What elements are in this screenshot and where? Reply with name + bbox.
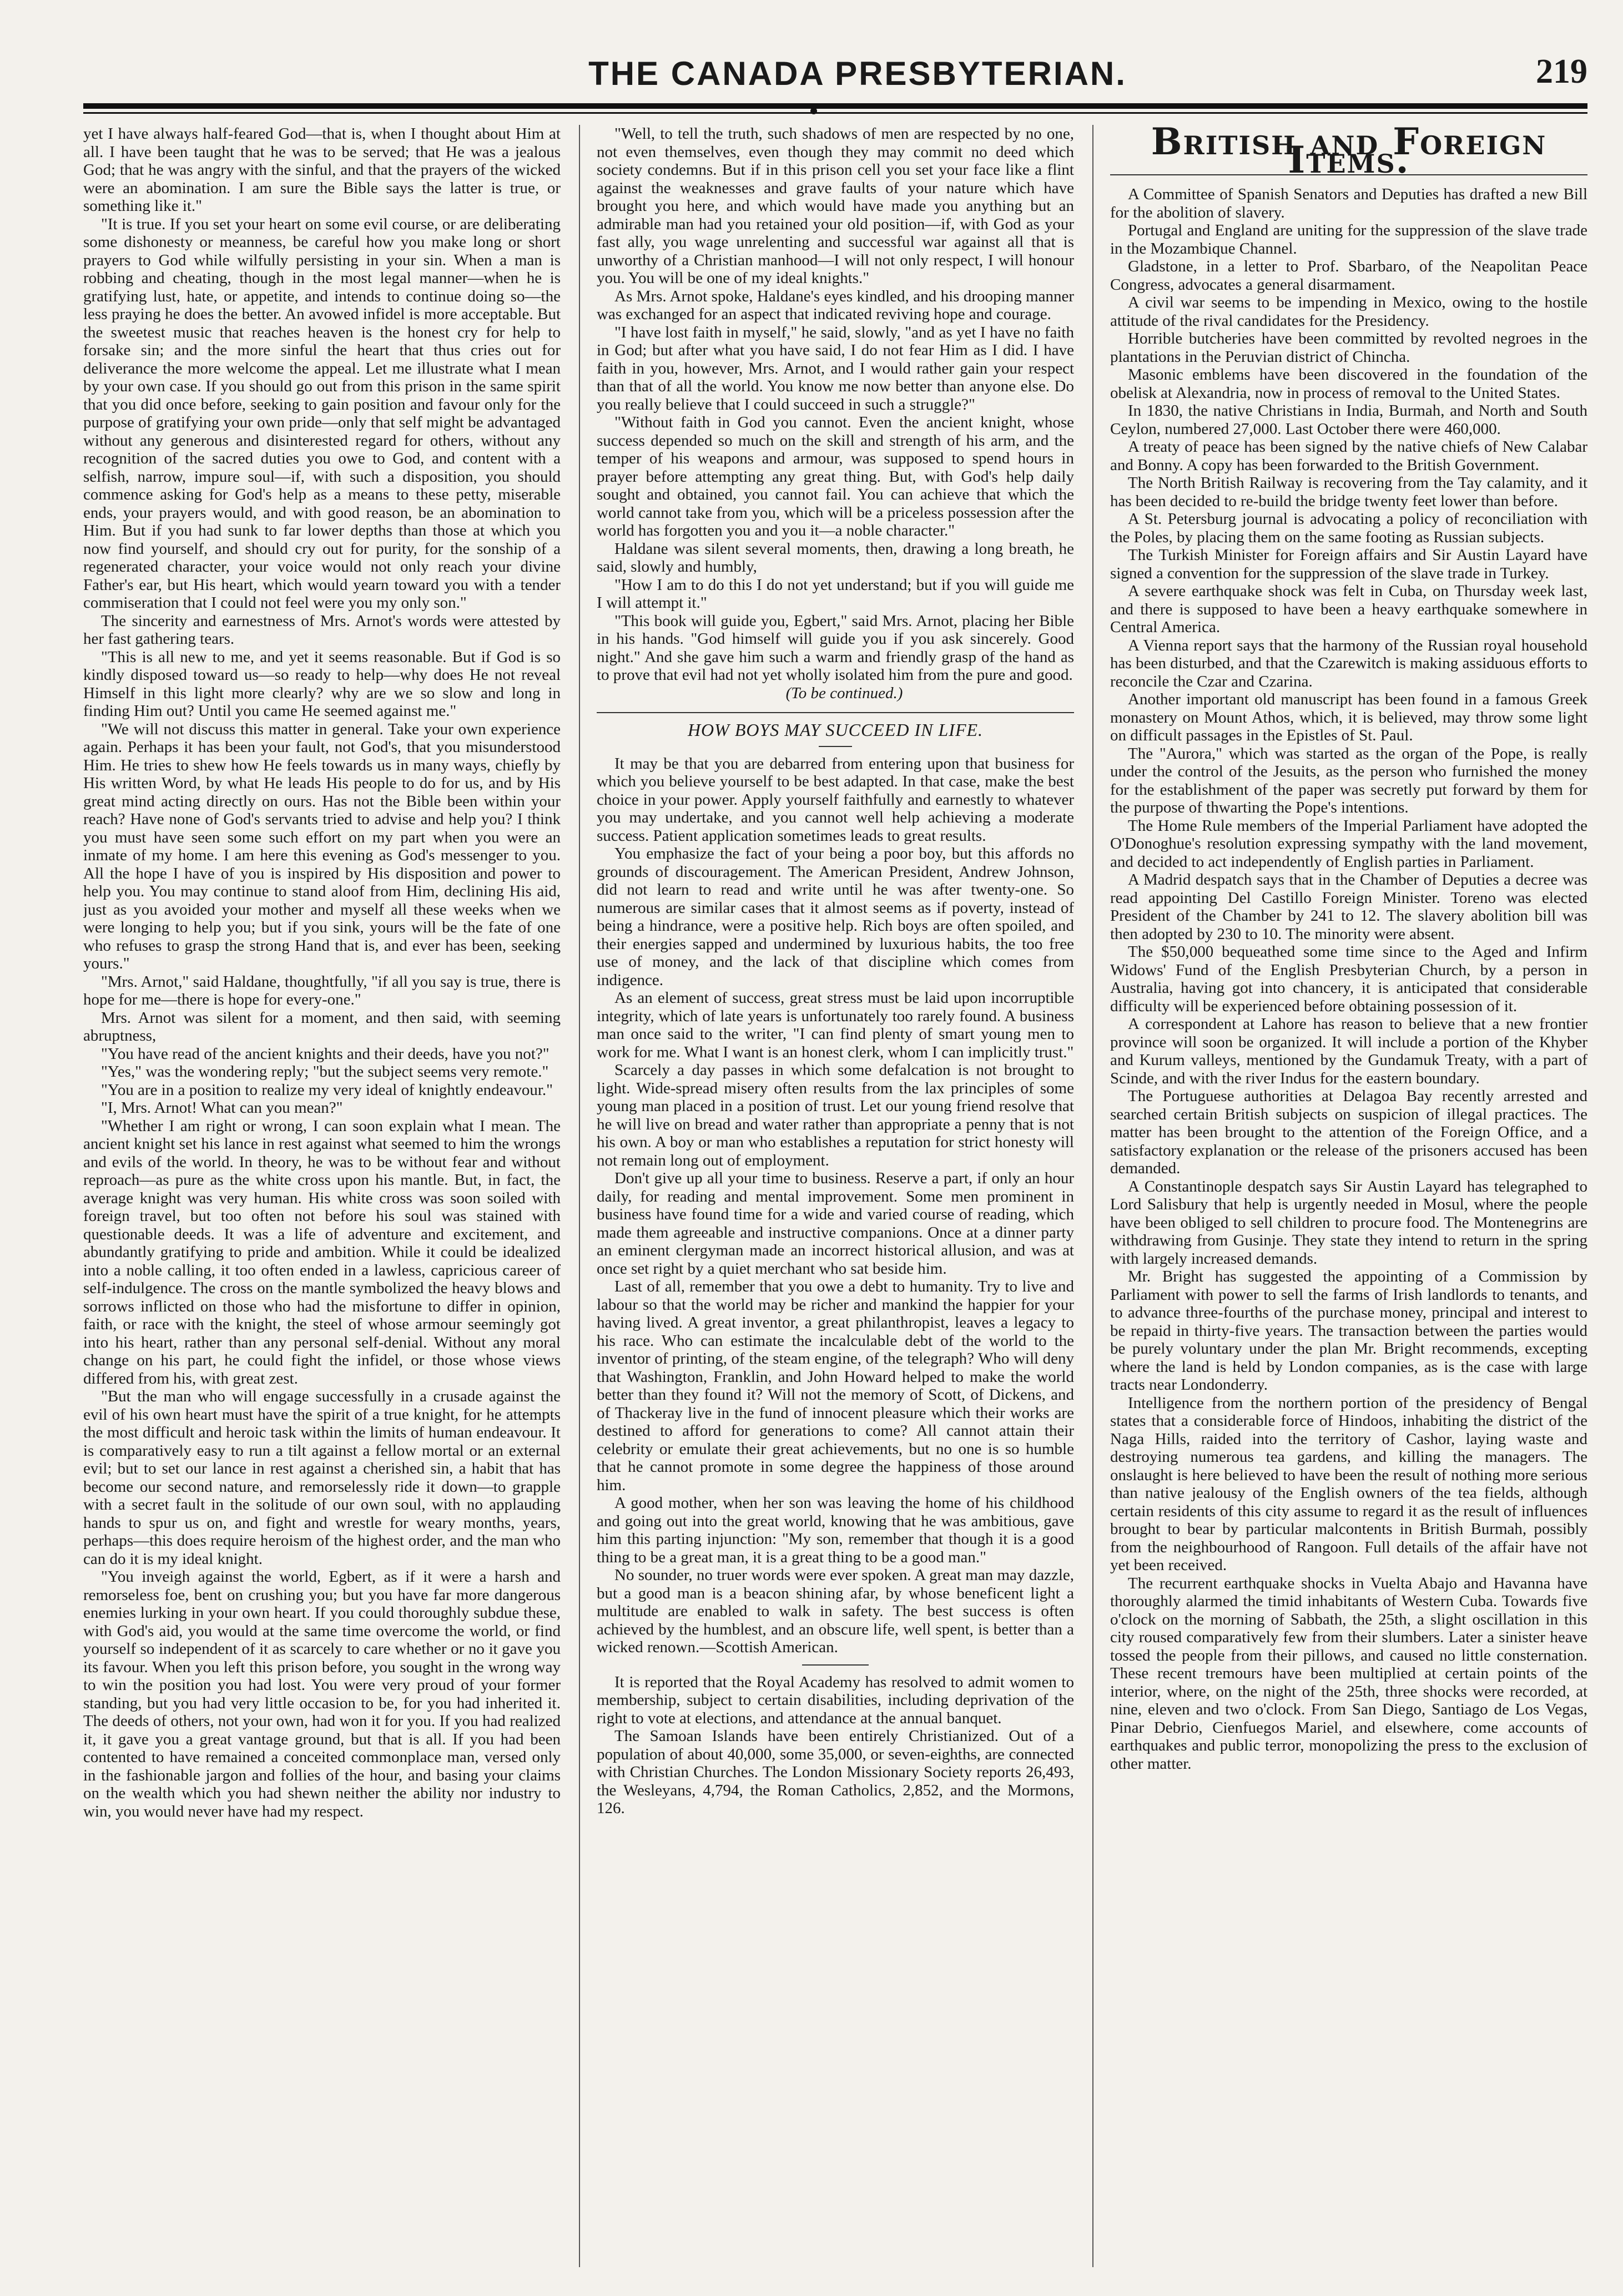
story-paragraph: Haldane was silent several moments, then, drawing a long breath, he said, slowly and humbly, [597,539,1074,576]
news-item: A Committee of Spanish Senators and Deputies has drafted a new Bill for the abolition of slavery. [1110,185,1587,221]
story-paragraph: "But the man who will engage successfully in a crusade against the evil of his own heart must have the spirit of a true knight, for he attempts the most difficult and heroic task within the limits of human endeavour. It is comparatively easy to run a tilt against a fellow mortal or an external evil; but to set our lance in rest against a cherished sin, a habit that has become our second nature, and remorselessly ride it down—to grapple with a secret fault in the solitude of our own soul, with no applauding hands to spur us on, and fight and wrestle for weary months, years, perhaps—this does require heroism of the highest order, and the man who can do it is my ideal knight. [83,1387,561,1568]
article-paragraph: It may be that you are debarred from entering upon that business for which you believe yourself to be best adapted. In that case, make the best choice in your power. Apply yourself faithfully and earnestly to whatever you may undertake, and you cannot well help achieving a moderate success. Patient application sometimes leads to great results. [597,754,1074,845]
article-paragraph: You emphasize the fact of your being a poor boy, but this affords no grounds of discouragement. The American President, Andrew Johnson, did not learn to read and write until he was after twenty-one. So numerous are similar cases that it almost seems as if poverty, instead of being a hindrance, were a positive help. Rich boys are often spoiled, and their energies sapped and undermined by luxurious habits, the too free use of money, and the lack of that discipline which comes from indigence. [597,845,1074,989]
news-item: A severe earthquake shock was felt in Cuba, on Thursday week last, and there is supposed to have been a heavy earthquake somewhere in Central America. [1110,582,1587,636]
story-paragraph: "This is all new to me, and yet it seems reasonable. But if God is so kindly disposed toward us—so ready to help—why does He not reveal Himself in this light more clearly? why are we so slow and long in finding Him out? Until you came He seemed against me." [83,648,561,720]
article-paragraph: A good mother, when her son was leaving the home of his childhood and going out into the great world, knowing that he was ambitious, gave him this parting injunction: "My son, remember that though it is a good thing to be a great man, it is a great thing to be a good man." [597,1494,1074,1566]
news-item: A civil war seems to be impending in Mexico, owing to the hostile attitude of the rival candidates for the Presidency. [1110,294,1587,330]
news-item: Masonic emblems have been discovered in the foundation of the obelisk at Alexandria, now in process of removal to the United States. [1110,366,1587,402]
news-item: The Portuguese authorities at Delagoa Bay recently arrested and searched certain British subjects on suspicion of illegal practices. The matter has been brought to the attention of the Foreign Office, and a satisfactory explanation or the release of the prisoners accused has been demanded. [1110,1087,1587,1177]
story-paragraph: As Mrs. Arnot spoke, Haldane's eyes kindled, and his drooping manner was exchanged for an aspect that indicated reviving hope and courage. [597,287,1074,323]
masthead-rule-thin [83,112,1587,114]
story-paragraph: "Well, to tell the truth, such shadows of men are respected by no one, not even themselves, even though they may commit no deed which society condemns. But if in this prison cell you set your face like a flint against the weaknesses and grave faults of your nature which have brought you here, and which would have made you anything but an admirable man had you retained your old position—if, with God as your fast ally, you wage unrelenting and successful war against all that is unworthy of a Christian manhood—I will not only respect, I will honour you. You will be one of my ideal knights." [597,125,1074,287]
news-item: A treaty of peace has been signed by the native chiefs of New Calabar and Bonny. A copy has been forwarded to the British Government. [1110,438,1587,474]
news-item: In 1830, the native Christians in India, Burmah, and North and South Ceylon, numbered 27,000. Last October there were 460,000. [1110,402,1587,438]
story-paragraph: "You inveigh against the world, Egbert, as if it were a harsh and remorseless foe, bent on crushing you; but you have far more dangerous enemies lurking in your own heart. If you could thoroughly subdue these, with God's aid, you would at the same time overcome the world, or find yourself so independent of it as scarcely to care whether or no it gave you its favour. When you left this prison before, you sought in the wrong way to win the position you had lost. You were very proud of your former standing, but you had very little occasion to be, for you had inherited it. The deeds of others, not your own, had won it for you. If you had realized it, it gave you a great vantage ground, but that is all. If you had been contented to have remained a conceited commonplace man, versed only in the fashionable jargon and follies of the hour, and basing your claims on the wealth which you had shewn neither the ability nor industry to win, you would never have had my respect. [83,1568,561,1820]
news-item: The Home Rule members of the Imperial Parliament have adopted the O'Donoghue's resolution expressing sympathy with the land movement, and decided to act independently of English parties in Parliament. [1110,816,1587,871]
article-paragraph: As an element of success, great stress must be laid upon incorruptible integrity, which of late years is unfortunately too rarely found. A business man once said to the writer, "I can find plenty of smart young men to work for me. What I want is an honest clerk, whom I can implicitly trust." [597,989,1074,1061]
story-paragraph: yet I have always half-feared God—that is, when I thought about Him at all. I have been taught that he was to be served; that He was a jealous God; that he was angry with the sinful, and that the prayers of the wicked were an abomination. I am sure the Bible says the latter is true, or something like it." [83,125,561,215]
story-paragraph: "You have read of the ancient knights and their deeds, have you not?" [101,1044,550,1063]
column-foreign-items [1110,125,1587,2267]
story-paragraph: "How I am to do this I do not yet understand; but if you will guide me I will attempt it." [597,576,1074,612]
news-item: Mr. Bright has suggested the appointing of a Commission by Parliament with power to sell the farms of Irish landlords to tenants, and to advance three-fourths of the purchase money, principal and interest to be repaid in thirty-five years. The transaction between the parties would be purely voluntary under the plan Mr. Bright recommends, excepting where the land is held by London companies, as is the case with large tracts near Londonderry. [1110,1268,1587,1394]
to-be-continued: (To be continued.) [785,684,903,702]
news-item: The Turkish Minister for Foreign affairs and Sir Austin Layard have signed a convention for the suppression of the slave trade in Turkey. [1110,546,1587,582]
newspaper-page [83,50,1623,2270]
news-item: A Madrid despatch says that in the Chamber of Deputies a decree was read appointing Del Castillo Foreign Minister. Toreno was elected President of the Chamber by 241 to 12. The slavery abolition bill was then adopted by 230 to 10. The minority were absent. [1110,871,1587,943]
story-paragraph: "Mrs. Arnot," said Haldane, thoughtfully, "if all you say is true, there is hope for me—there is hope for every-one." [83,972,561,1008]
column-divider [579,125,580,2267]
news-item: A correspondent at Lahore has reason to believe that a new frontier province will soon be organized. It will include a portion of the Khyber and Kurum valleys, mentioned by the Gundamuk Treaty, with a part of Scinde, and with the river Indus for the eastern boundary. [1110,1015,1587,1087]
news-item: The "Aurora," which was started as the organ of the Pope, is really under the control of the Jesuits, as the person who furnished the money for the establishment of the paper was secretly put forward by them for the purpose of thwarting the Pope's intentions. [1110,744,1587,816]
news-item: Horrible butcheries have been committed by revolted negroes in the plantations in the Peruvian district of Chincha. [1110,330,1587,366]
article-paragraph: Last of all, remember that you owe a debt to humanity. Try to live and labour so that the world may be richer and mankind the happier for your having lived. A great inventor, a great philanthropist, leaves a legacy to his race. Who can estimate the incalculable debt of the world to the inventor of printing, of the steam engine, of the telegraph? Who will deny that Washington, Franklin, and John Howard helped to make the world better than they found it? Will not the memory of Scott, of Dickens, and of Thackeray live in the fund of innocent pleasure which their works are destined to afford for generations to come? All cannot attain their celebrity or emulate their great achievements, but no one is so humble that he cannot promote in some degree the happiness of those around him. [597,1278,1074,1494]
story-paragraph: "I have lost faith in myself," he said, slowly, "and as yet I have no faith in God; but after what you have said, I do not fear Him as I did. I have faith in you, however, Mrs. Arnot, and I would rather gain your respect than that of all the world. You know me now better than anyone else. Do you really believe that I could succeed in such a struggle?" [597,323,1074,413]
title-rule [819,746,852,747]
story-paragraph: "Whether I am right or wrong, I can soon explain what I mean. The ancient knight set his lance in rest against what seemed to him the wrongs and evils of the world. In theory, he was to be without fear and without reproach—as pure as the white cross upon his mantle. But, in fact, the average knight was very human. His white cross was soon soiled with foreign travel, but too often not before his soul was stained with questionable deeds. It was a life of adventure and excitement, and abundantly gratifying to pride and ambition. While it could be idealized into a noble calling, it too often ended in a lawless, capricious career of self-indulgence. The cross on the mantle symbolized the heavy blows and sorrows inflicted on those who had the misfortune to differ in opinion, faith, or race with the knight, the steel of whose armour seemingly got into his heart, rather than any personal self-denial. Without any moral change on his part, he could fight the infidel, or those whose views differed from his, with great zest. [83,1117,561,1387]
masthead-rule-thick [83,103,1587,109]
masthead [83,50,1623,100]
article-paragraph: Scarcely a day passes in which some defalcation is not brought to light. Wide-spread misery often results from the lax principles of some young man placed in a position of trust. Let our young friend resolve that he will live on bread and water rather than appropriate a penny that is not his own. A boy or man who establishes a reputation for strict honesty will not remain long out of employment. [597,1061,1074,1169]
story-paragraph: The sincerity and earnestness of Mrs. Arnot's words were attested by her fast gathering tears. [83,612,561,648]
news-paragraph: The Samoan Islands have been entirely Christianized. Out of a population of about 40,000, some 35,000, or seven-eighths, are connected with Christian Churches. The London Missionary Society reports 26,493, the Wesleyans, 4,794, the Roman Catholics, 2,852, and the Mormons, 126. [597,1727,1074,1817]
news-item: A Vienna report says that the harmony of the Russian royal household has been disturbed, and that the Czarewitch is making assiduous efforts to reconcile the Czar and Czarina. [1110,636,1587,690]
story-paragraph: Mrs. Arnot was silent for a moment, and then said, with seeming abruptness, [83,1008,561,1044]
newspaper-title: THE CANADA PRESBYTERIAN. [588,55,1127,92]
article-title: HOW BOYS MAY SUCCEED IN LIFE. [597,712,1074,739]
column-divider [1092,125,1093,2267]
column-story-and-article [597,125,1074,2267]
page-number: 219 [1536,53,1587,90]
section-heading: British and Foreign Items. [1110,128,1587,175]
story-paragraph: "Without faith in God you cannot. Even the ancient knight, whose success depended so much on the skill and strength of his arm, and the temper of his weapons and armour, was supposed to spend hours in prayer before attempting any great thing. But, with God's help daily sought and obtained, you cannot fail. You can achieve that which the world cannot take from you, which will be a priceless possession after the world has forgotten you and you it—a noble character." [597,413,1074,539]
column-story-continued [83,125,561,2267]
news-item: Gladstone, in a letter to Prof. Sbarbaro, of the Neapolitan Peace Congress, advocates a general disarmament. [1110,258,1587,294]
story-paragraph: "You are in a position to realize my very ideal of knightly endeavour." [101,1081,553,1099]
story-paragraph: "It is true. If you set your heart on some evil course, or are deliberating some dishonesty or meanness, be careful how you make long or short prayers to God while wilfully persisting in your sin. When a man is robbing and cheating, though in the most legal manner—when he is gratifying lust, hate, or appetite, and intends to continue doing so—the less praying he does the better. An avowed infidel is more acceptable. But the sweetest music that reaches heaven is the honest cry for help to forsake sin; and the more sinful the heart that thus cries out for deliverance the more welcome the appeal. Let me illustrate what I mean by your own case. If you should go out from this prison in the same spirit that you did once before, seeking to gain position and favour only for the purpose of gratifying your own pride—only that self might be advantaged without any generous and disinterested regard for others, without any recognition of the sacred duties you owe to God, and content with a selfish, narrow, impure soul—if, with such a disposition, you should commence asking for God's help as a means to these petty, miserable ends, your prayers would, and with good reason, be an abomination to Him. But if you had sunk to far lower depths than those at which you now find yourself, and should cry out for purity, for the sonship of a regenerated character, your voice would not only reach your divine Father's ear, but His heart, which would yearn toward you with a tender commiseration that I could not feel were you my only son." [83,215,561,612]
news-item: Portugal and England are uniting for the suppression of the slave trade in the Mozambique Channel. [1110,221,1587,258]
news-item: The North British Railway is recovering from the Tay calamity, and it has been decided to re-build the bridge twenty feet lower than before. [1110,474,1587,510]
news-item: A St. Petersburg journal is advocating a policy of reconciliation with the Poles, by placing them on the same footing as Russian subjects. [1110,510,1587,546]
story-paragraph: "This book will guide you, Egbert," said Mrs. Arnot, placing her Bible in his hands. "God himself will guide you if you ask sincerely. Good night." And she gave him such a warm and friendly grasp of the hand as to prove that evil had not yet wholly isolated him from the pure and good. [597,612,1074,684]
story-paragraph: "We will not discuss this matter in general. Take your own experience again. Perhaps it has been your fault, not God's, that you misunderstood Him. He tries to shew how He feels towards us in many ways, chiefly by His written Word, by what He leads His people to do for us, and by His great mind acting directly on ours. Has not the Bible been within your reach? Have none of God's servants tried to advise and help you? I think you must have seen some such effort on my part when you were an inmate of my home. I am here this evening as God's messenger to you. All the hope I have of you is inspired by His disposition and power to help you. You may continue to stand aloof from Him, declining His aid, just as you avoided your mother and myself all these weeks when we were longing to help you; but if you sink, yours will be the fate of one who refuses to grasp the strong Hand that is, and ever has been, seeking yours." [83,720,561,972]
news-item: A Constantinople despatch says Sir Austin Layard has telegraphed to Lord Salisbury that help is urgently needed in Mosul, where the people have been obliged to sell children to procure food. The Montenegrins are withdrawing from Gusinje. They state they intend to return in the spring with largely increased demands. [1110,1177,1587,1268]
news-item: The $50,000 bequeathed some time since to the Aged and Infirm Widows' Fund of the English Presbyterian Church, by a person in Australia, having got into chancery, it is anticipated that considerable difficulty will be experienced before obtaining possession of it. [1110,943,1587,1015]
article-paragraph: No sounder, no truer words were ever spoken. A great man may dazzle, but a good man is a beacon shining afar, by whose beneficent light a multitude are enabled to walk in safety. The best success is often achieved by the humblest, and an obscure life, well spent, is better than a wicked renown.—Scottish American. [597,1566,1074,1656]
article-end-rule [802,1664,869,1666]
article-paragraph: Don't give up all your time to business. Reserve a part, if only an hour daily, for reading and mental improvement. Some men prominent in business have found time for a wide and varied course of reading, which made them agreeable and instructive companions. Once at a dinner party an eminent clergyman made an incorrect historical allusion, and was at once set right by a quiet merchant who sat beside him. [597,1169,1074,1278]
news-item: Intelligence from the northern portion of the presidency of Bengal states that a considerable force of Hindoos, inhabiting the district of the Naga Hills, raided into the territory of Cashor, laying waste and destroying numerous tea gardens, and killing the managers. The onslaught is here believed to have been the result of nothing more serious than native jealousy of the English owners of the tea fields, although certain residents of this city assume to regard it as the result of influences brought to bear by particular malcontents in British Burmah, possibly from the neighbourhood of Rangoon. Full details of the affair have not yet been received. [1110,1394,1587,1574]
news-item: Another important old manuscript has been found in a famous Greek monastery on Mount Athos, which, it is believed, may throw some light on difficult passages in the Epistles of St. Paul. [1110,690,1587,744]
columns [83,125,1587,2267]
story-paragraph: "I, Mrs. Arnot! What can you mean?" [101,1099,343,1117]
news-item: The recurrent earthquake shocks in Vuelta Abajo and Havanna have thoroughly alarmed the timid inhabitants of Western Cuba. Towards five o'clock on the morning of Sabbath, the 25th, a slight oscillation in this city roused comparatively few from their slumbers. Later a sinister heave tossed the people from their pillows, and caused no little consternation. These recent tremours have been multiplied at certain points of the interior, where, on the night of the 25th, three shocks were recorded, at nine, eleven and two o'clock. From San Diego, Santiago de Los Vegas, Pinar Debrio, Cienfuegos Mariel, and elsewhere, come accounts of earthquakes and public terror, monopolizing the press to the exclusion of other matter. [1110,1574,1587,1773]
story-paragraph: "Yes," was the wondering reply; "but the subject seems very remote." [101,1063,549,1081]
news-paragraph: It is reported that the Royal Academy has resolved to admit women to membership, subject to certain disabilities, including deprivation of the right to vote at elections, and attendance at the annual banquet. [597,1673,1074,1727]
